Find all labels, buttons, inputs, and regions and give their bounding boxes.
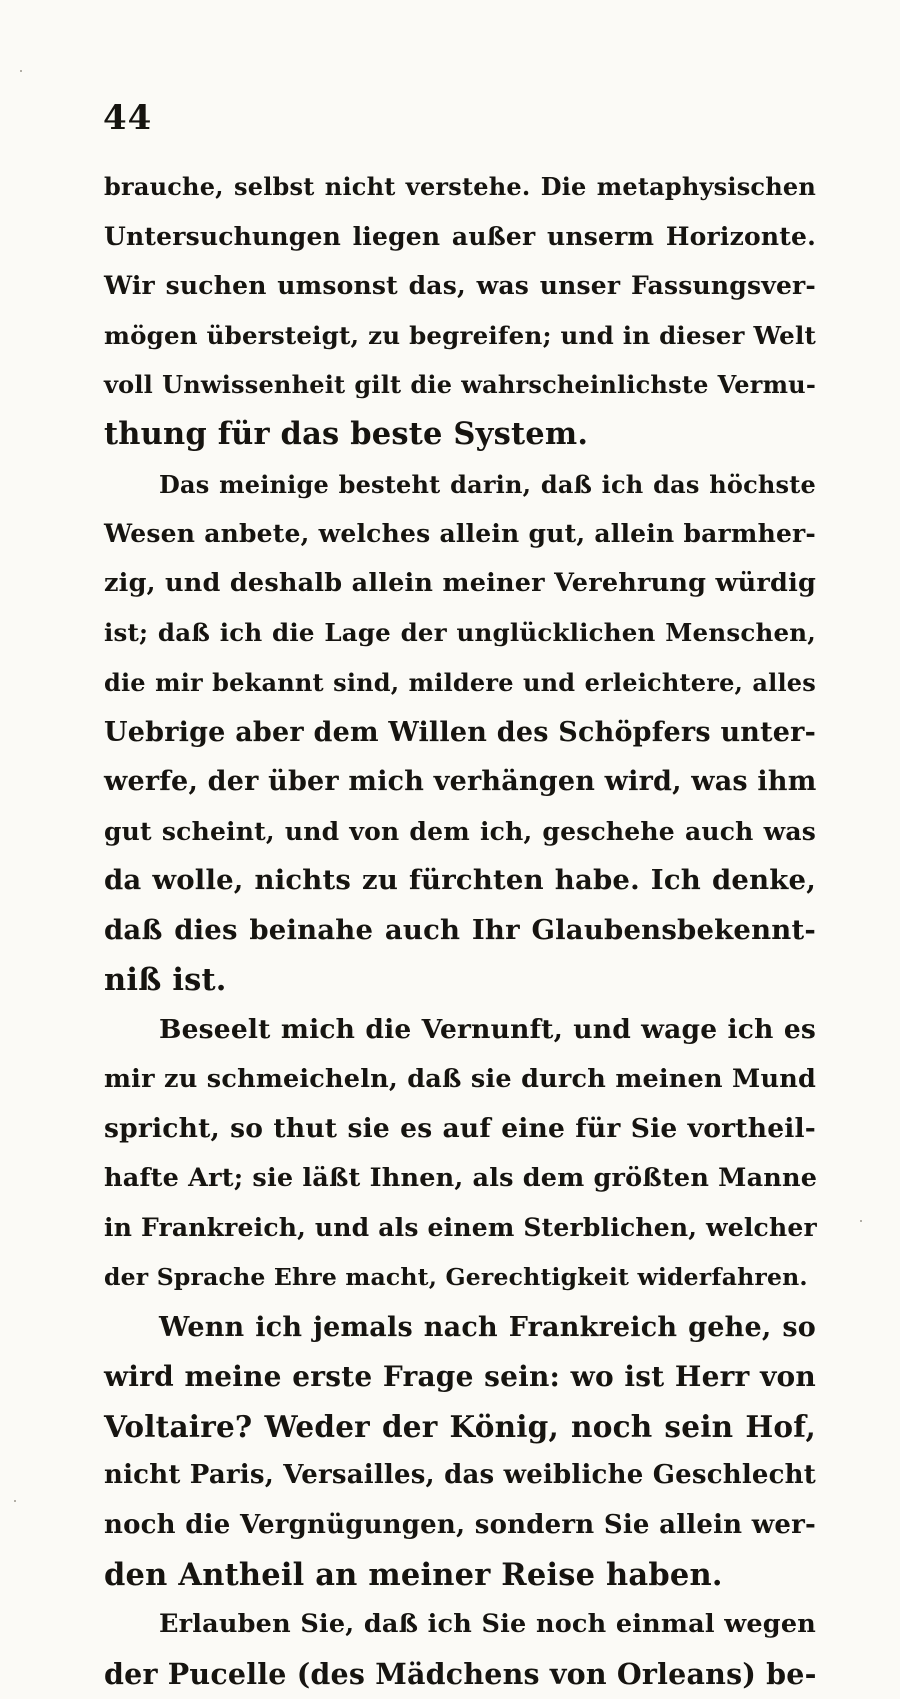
text-line: den Antheil an meiner Reise haben.	[104, 1556, 723, 1593]
text-line: Wenn ich jemals nach Frankreich gehe, so	[159, 1311, 816, 1343]
text-line: niß ist.	[104, 961, 227, 998]
page-number: 44	[103, 98, 153, 138]
text-line: da wolle, nichts zu fürchten habe. Ich denke,	[104, 864, 816, 897]
text-line: gut scheint, und von dem ich, geschehe auch was	[104, 816, 816, 846]
text-line: Das meinige besteht darin, daß ich das höchste	[159, 469, 816, 499]
text-line: Voltaire? Weder der König, noch sein Hof,	[104, 1408, 816, 1444]
text-line: in Frankreich, und als einem Sterblichen, welcher	[104, 1213, 817, 1243]
text-line: daß dies beinahe auch Ihr Glaubensbekennt-	[104, 913, 816, 946]
text-line: Wir suchen umsonst das, was unser Fassungsver-	[104, 271, 816, 301]
text-line: nicht Paris, Versailles, das weibliche Geschlecht	[104, 1460, 816, 1491]
text-line: Wesen anbete, welches allein gut, allein barmher-	[104, 519, 816, 549]
text-line: zig, und deshalb allein meiner Verehrung würdig	[104, 567, 816, 598]
text-line: der Sprache Ehre macht, Gerechtigkeit widerfahren.	[104, 1263, 808, 1292]
text-line: ist; daß ich die Lage der unglücklichen Menschen,	[104, 618, 816, 648]
text-line: thung für das beste System.	[104, 415, 589, 452]
text-line: brauche, selbst nicht verstehe. Die metaphysischen	[104, 172, 816, 201]
text-line: der Pucelle (des Mädchens von Orleans) be-	[104, 1656, 817, 1691]
text-line: hafte Art; sie läßt Ihnen, als dem größten Manne	[104, 1162, 818, 1193]
text-line: noch die Vergnügungen, sondern Sie allein wer-	[104, 1510, 816, 1541]
body-text	[104, 162, 816, 1699]
text-line: voll Unwissenheit gilt die wahrscheinlichste Vermu-	[104, 370, 816, 400]
text-line: Uebrige aber dem Willen des Schöpfers unter-	[104, 716, 816, 748]
text-line: Beseelt mich die Vernunft, und wage ich es	[159, 1014, 816, 1046]
text-line: mir zu schmeicheln, daß sie durch meinen Mund	[104, 1063, 816, 1094]
text-line: mögen übersteigt, zu begreifen; und in dieser Welt	[104, 320, 816, 350]
text-line: die mir bekannt sind, mildere und erleichtere, alles	[104, 667, 816, 697]
text-line: Erlauben Sie, daß ich Sie noch einmal wegen	[159, 1609, 816, 1640]
text-line: Untersuchungen liegen außer unserm Horizonte.	[104, 221, 816, 251]
text-line: wird meine erste Frage sein: wo ist Herr von	[104, 1360, 816, 1394]
text-line: werfe, der über mich verhängen wird, was ihm	[104, 766, 817, 798]
text-line: spricht, so thut sie es auf eine für Sie vortheil-	[104, 1113, 816, 1145]
